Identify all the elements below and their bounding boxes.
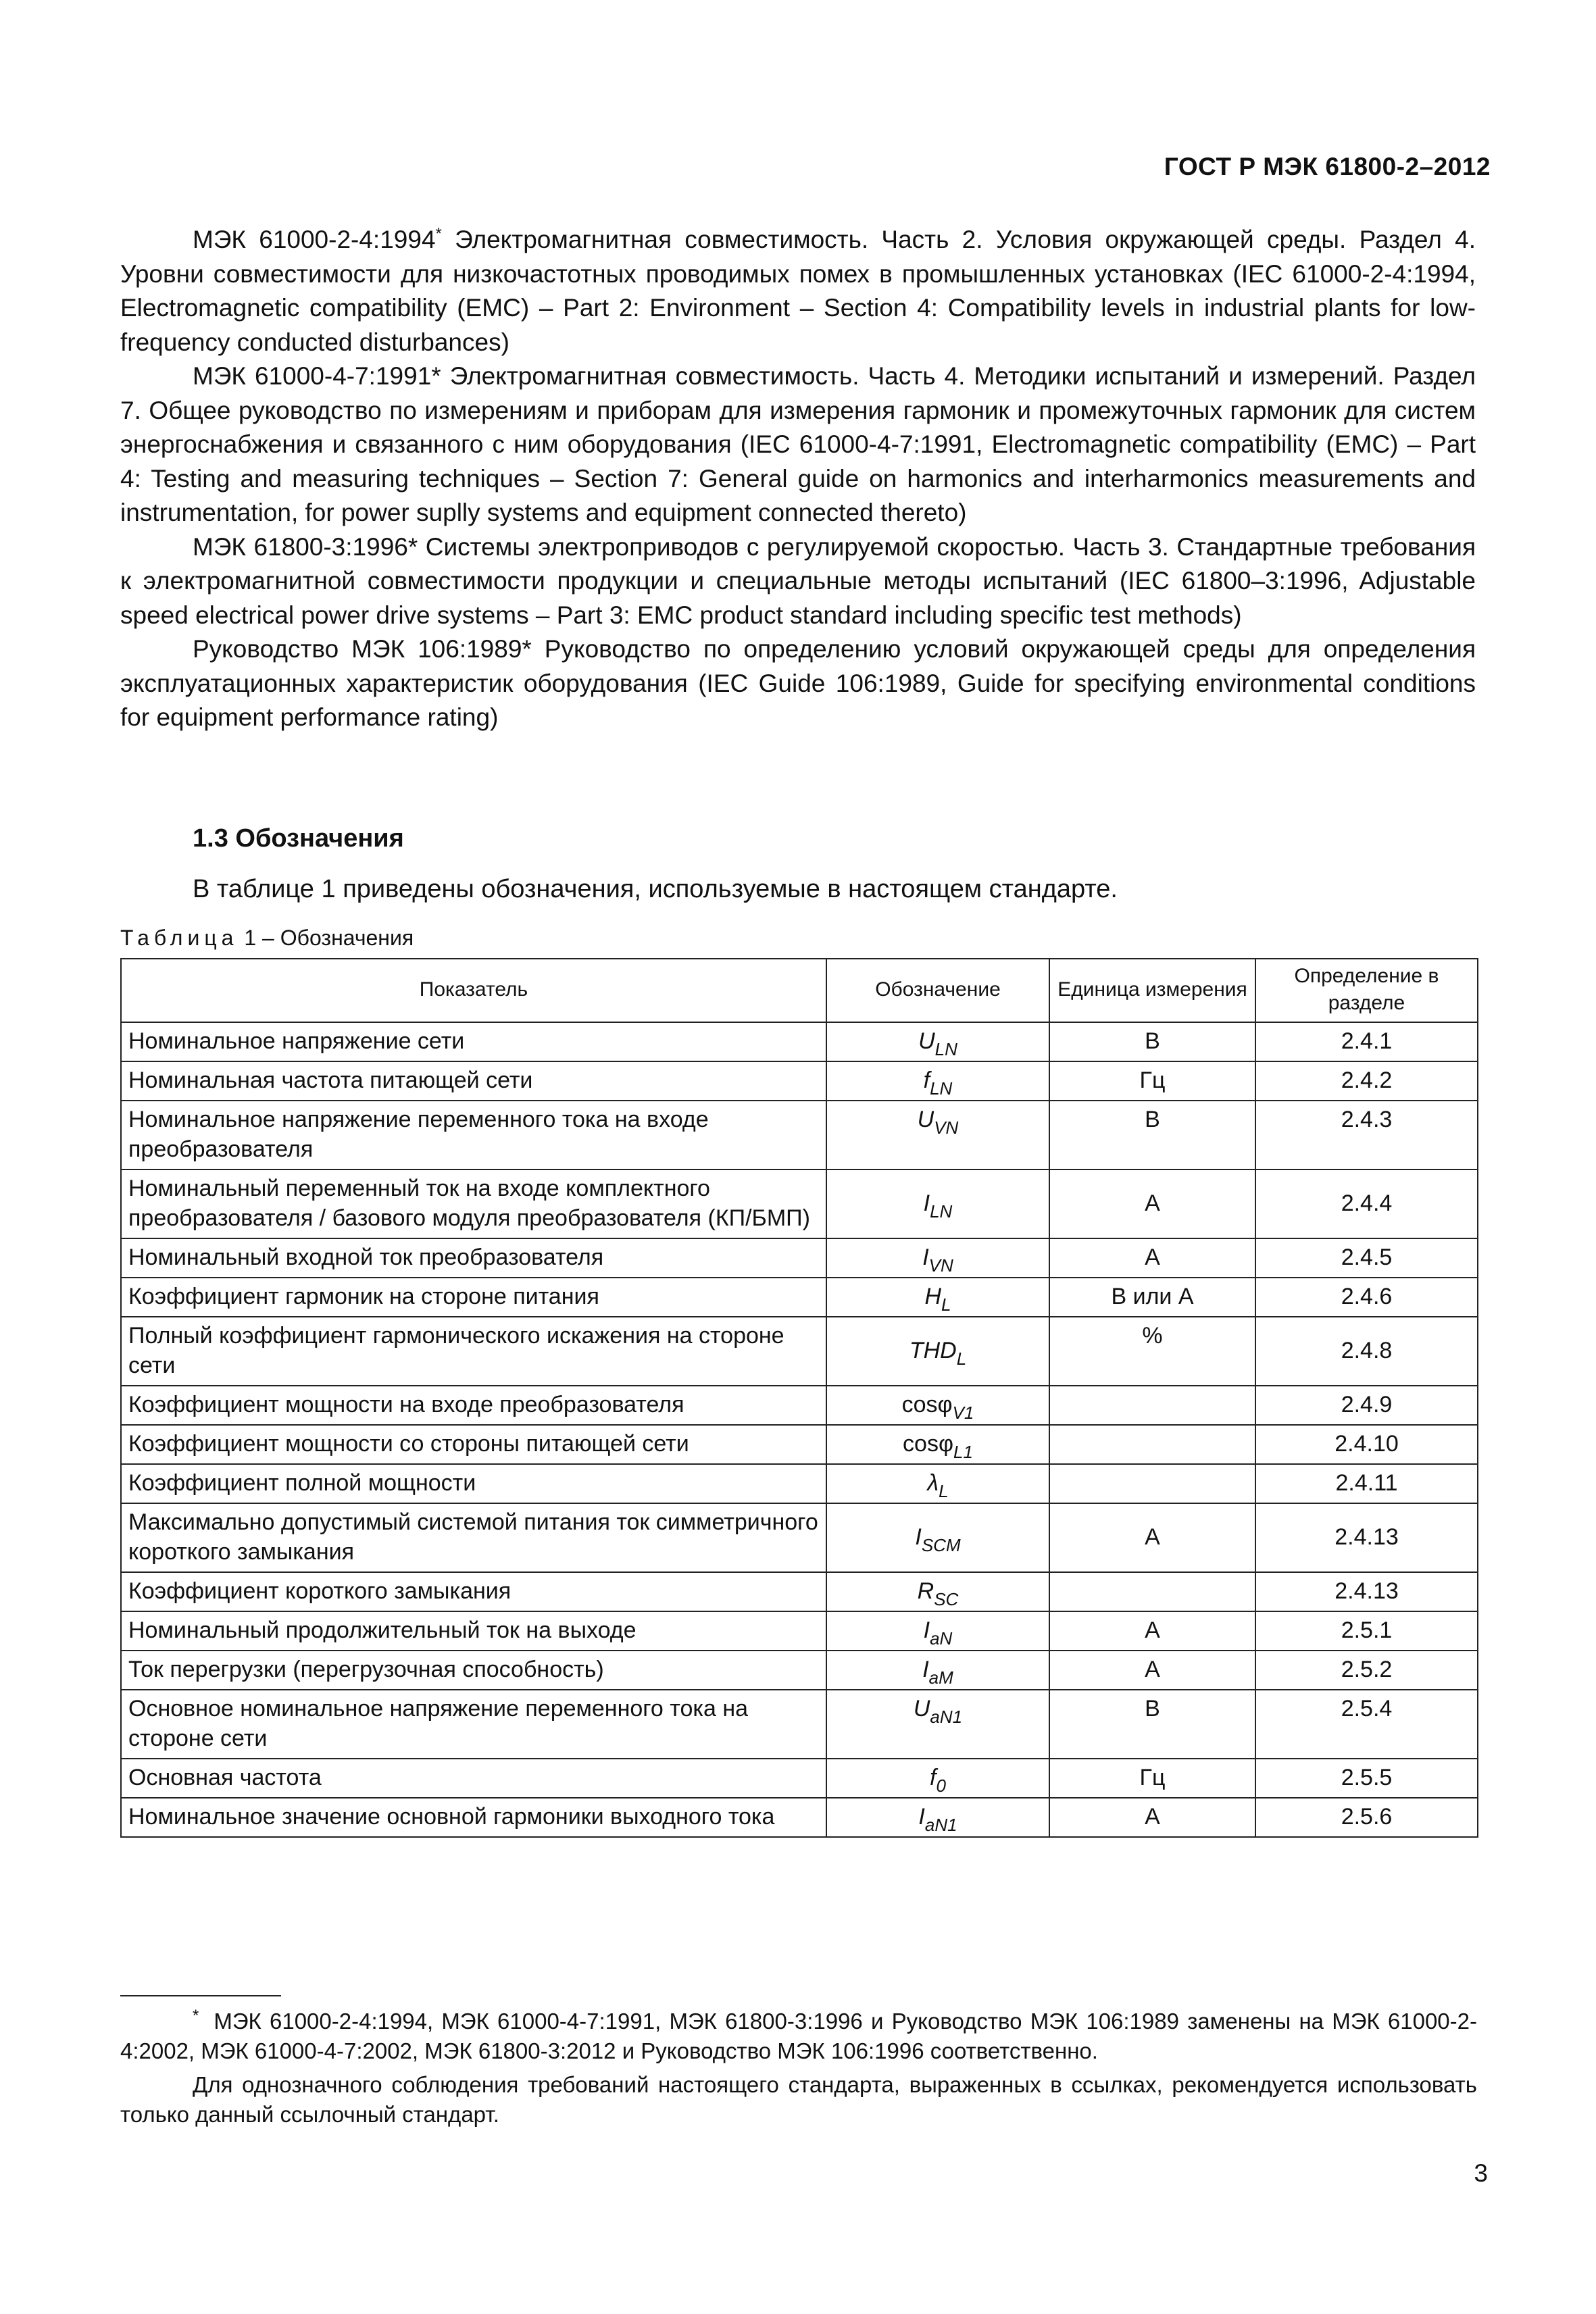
reference-item	[120, 359, 1476, 530]
cell-definition: 2.4.5	[1255, 1238, 1478, 1278]
page-number: 3	[1474, 2159, 1488, 2187]
symbol-subscript: SC	[934, 1589, 959, 1609]
section-intro: В таблице 1 приведены обозначения, используемые в настоящем стандарте.	[193, 875, 1118, 903]
reference-code: МЭК 61800-3:1996*	[193, 532, 418, 561]
symbol-main: U	[913, 1696, 930, 1721]
table-row	[121, 1798, 1478, 1837]
symbol-subscript: aN1	[924, 1815, 957, 1835]
cell-definition: 2.5.2	[1255, 1651, 1478, 1690]
cell-unit: В	[1049, 1101, 1255, 1169]
cell-definition: 2.5.6	[1255, 1798, 1478, 1837]
symbol-subscript: LN	[930, 1078, 953, 1099]
footnote-divider	[120, 1995, 281, 1996]
cell-unit	[1049, 1464, 1255, 1503]
cell-symbol	[826, 1386, 1049, 1425]
cell-indicator: Номинальное напряжение сети	[121, 1022, 826, 1061]
cell-definition: 2.4.2	[1255, 1061, 1478, 1101]
symbol-subscript: 0	[936, 1776, 946, 1796]
table-row	[121, 1690, 1478, 1759]
cell-unit: А	[1049, 1238, 1255, 1278]
symbol-main: cosφ	[901, 1392, 953, 1417]
header-unit: Единица измерения	[1049, 959, 1255, 1022]
symbol-main: f	[930, 1765, 937, 1790]
section-title: 1.3 Обозначения	[193, 824, 404, 853]
cell-definition: 2.4.8	[1255, 1317, 1478, 1386]
table-body	[121, 1022, 1478, 1837]
symbol-subscript: VN	[934, 1117, 959, 1138]
reference-code: Руководство МЭК 106:1989*	[193, 635, 532, 663]
cell-definition: 2.4.3	[1255, 1101, 1478, 1169]
footnote	[120, 2007, 1477, 2066]
cell-unit: %	[1049, 1317, 1255, 1386]
cell-indicator: Номинальное напряжение переменного тока на входе преобразователя	[121, 1101, 826, 1169]
table-row	[121, 1317, 1478, 1386]
table-caption-word: Таблица	[120, 926, 239, 950]
symbol-subscript: VN	[928, 1255, 953, 1276]
reference-text: Электромагнитная совместимость. Часть 4. Методики испытаний и измерений. Раздел 7. Общее руководство по измерениям и приборам для измерения гармоник и промежуточных гармоник для систем энергоснабжения и связанного с ним оборудования (IEC 61000-4-7:1991, Electromagnetic compatibility (EMC) – Part 4: Testing and measuring techniques – Section 7: General guide on harmonics and interharmonics measurements and instrumentation, for power suplly systems and equipment connected thereto)	[120, 362, 1476, 526]
cell-unit: В	[1049, 1022, 1255, 1061]
reference-text: Электромагнитная совместимость. Часть 2. Условия окружающей среды. Раздел 4. Уровни совместимости для низкочастотных проводимых помех в промышленных установках (IEC 61000-2-4:1994, Electromagnetic compatibility (EMC) – Part 2: Environment – Section 4: Compatibility levels in industrial plants for low-frequency conducted disturbances)	[120, 226, 1476, 356]
footnote-text: Для однозначного соблюдения требований настоящего стандарта, выраженных в ссылках, рекомендуется использовать только данный ссылочный стандарт.	[120, 2072, 1477, 2127]
cell-symbol	[826, 1022, 1049, 1061]
cell-indicator: Номинальный входной ток преобразователя	[121, 1238, 826, 1278]
normative-references	[120, 223, 1476, 735]
symbol-main: I	[918, 1804, 925, 1830]
cell-indicator: Полный коэффициент гармонического искажения на стороне сети	[121, 1317, 826, 1386]
reference-item	[120, 530, 1476, 633]
cell-definition: 2.4.6	[1255, 1278, 1478, 1317]
table-row	[121, 1572, 1478, 1611]
document-header: ГОСТ Р МЭК 61800-2–2012	[1164, 153, 1491, 180]
cell-indicator: Номинальный продолжительный ток на выходе	[121, 1611, 826, 1651]
table-row	[121, 1061, 1478, 1101]
symbol-subscript: LN	[930, 1201, 953, 1222]
symbol-subscript: L	[941, 1294, 951, 1315]
header-indicator: Показатель	[121, 959, 826, 1022]
table-row	[121, 1169, 1478, 1238]
cell-symbol	[826, 1572, 1049, 1611]
table-row	[121, 1611, 1478, 1651]
cell-unit	[1049, 1386, 1255, 1425]
symbol-main: I	[923, 1190, 930, 1216]
cell-indicator: Основная частота	[121, 1759, 826, 1798]
symbol-subscript: aN	[930, 1628, 953, 1649]
cell-indicator: Основное номинальное напряжение переменного тока на стороне сети	[121, 1690, 826, 1759]
footnote-text: МЭК 61000-2-4:1994, МЭК 61000-4-7:1991, МЭК 61800-3:1996 и Руководство МЭК 106:1989 заменены на МЭК 61000-2-4:2002, МЭК 61000-4-7:2002, МЭК 61800-3:2012 и Руководство МЭК 106:1996 соответственно.	[120, 2009, 1477, 2063]
reference-text: Руководство по определению условий окружающей среды для определения эксплуатационных характеристик оборудования (IEC Guide 106:1989, Guide for specifying environmental conditions for equipment performance rating)	[120, 635, 1476, 731]
symbol-main: I	[922, 1244, 929, 1270]
reference-item	[120, 223, 1476, 359]
table-row	[121, 1503, 1478, 1572]
cell-unit: А	[1049, 1798, 1255, 1837]
cell-definition: 2.4.10	[1255, 1425, 1478, 1464]
cell-symbol	[826, 1169, 1049, 1238]
cell-unit	[1049, 1425, 1255, 1464]
symbols-table	[120, 958, 1478, 1838]
footnotes	[120, 2007, 1477, 2130]
cell-unit: А	[1049, 1503, 1255, 1572]
cell-indicator: Номинальный переменный ток на входе комплектного преобразователя / базового модуля преобразователя (КП/БМП)	[121, 1169, 826, 1238]
table-row	[121, 1759, 1478, 1798]
cell-indicator: Коэффициент мощности со стороны питающей сети	[121, 1425, 826, 1464]
symbol-main: I	[923, 1617, 930, 1643]
cell-indicator: Номинальная частота питающей сети	[121, 1061, 826, 1101]
cell-indicator: Номинальное значение основной гармоники выходного тока	[121, 1798, 826, 1837]
header-symbol: Обозначение	[826, 959, 1049, 1022]
table-row	[121, 1022, 1478, 1061]
cell-indicator: Максимально допустимый системой питания ток симметричного короткого замыкания	[121, 1503, 826, 1572]
cell-symbol	[826, 1425, 1049, 1464]
cell-symbol	[826, 1759, 1049, 1798]
cell-symbol	[826, 1317, 1049, 1386]
symbol-main: I	[915, 1524, 922, 1550]
cell-symbol	[826, 1651, 1049, 1690]
footnote-star: *	[193, 2007, 199, 2025]
table-caption	[120, 926, 414, 951]
cell-unit: Гц	[1049, 1759, 1255, 1798]
symbol-main: λ	[927, 1470, 939, 1496]
cell-symbol	[826, 1278, 1049, 1317]
cell-definition: 2.5.4	[1255, 1690, 1478, 1759]
cell-unit: В или А	[1049, 1278, 1255, 1317]
cell-indicator: Коэффициент короткого замыкания	[121, 1572, 826, 1611]
table-row	[121, 1278, 1478, 1317]
cell-definition: 2.4.1	[1255, 1022, 1478, 1061]
cell-symbol	[826, 1061, 1049, 1101]
reference-star: *	[435, 224, 442, 243]
symbol-main: U	[918, 1028, 935, 1054]
table-caption-rest: 1 – Обозначения	[238, 926, 414, 950]
cell-indicator: Ток перегрузки (перегрузочная способность)	[121, 1651, 826, 1690]
cell-definition: 2.4.13	[1255, 1572, 1478, 1611]
cell-definition: 2.4.4	[1255, 1169, 1478, 1238]
symbol-subscript: aM	[928, 1667, 953, 1688]
table-row	[121, 1238, 1478, 1278]
cell-symbol	[826, 1611, 1049, 1651]
symbol-subscript: SCM	[921, 1535, 961, 1555]
reference-code: МЭК 61000-2-4:1994	[193, 226, 436, 253]
cell-symbol	[826, 1690, 1049, 1759]
table-row	[121, 1101, 1478, 1169]
symbol-subscript: LN	[934, 1039, 957, 1059]
cell-definition: 2.5.5	[1255, 1759, 1478, 1798]
reference-text: Системы электроприводов с регулируемой скоростью. Часть 3. Стандартные требования к электромагнитной совместимости продукции и специальные методы испытаний (IEC 61800–3:1996, Adjustable speed electrical power drive systems – Part 3: EMC product standard including specific test methods)	[120, 532, 1476, 629]
table-row	[121, 1386, 1478, 1425]
reference-item	[120, 632, 1476, 735]
cell-unit: Гц	[1049, 1061, 1255, 1101]
cell-unit: А	[1049, 1611, 1255, 1651]
cell-indicator: Коэффициент мощности на входе преобразователя	[121, 1386, 826, 1425]
symbol-main: f	[923, 1067, 930, 1093]
cell-unit: А	[1049, 1169, 1255, 1238]
table-row	[121, 1425, 1478, 1464]
cell-indicator: Коэффициент полной мощности	[121, 1464, 826, 1503]
symbol-main: THD	[909, 1338, 957, 1363]
table-row	[121, 1651, 1478, 1690]
header-definition: Определение в разделе	[1255, 959, 1478, 1022]
reference-code: МЭК 61000-4-7:1991*	[193, 362, 441, 390]
cell-symbol	[826, 1101, 1049, 1169]
cell-symbol	[826, 1238, 1049, 1278]
cell-unit: В	[1049, 1690, 1255, 1759]
footnote	[120, 2070, 1477, 2130]
cell-unit	[1049, 1572, 1255, 1611]
symbol-main: R	[917, 1578, 934, 1604]
symbol-subscript: L	[939, 1481, 949, 1501]
symbol-subscript: L	[956, 1349, 967, 1369]
cell-definition: 2.5.1	[1255, 1611, 1478, 1651]
symbol-main: cosφ	[903, 1431, 954, 1457]
cell-indicator: Коэффициент гармоник на стороне питания	[121, 1278, 826, 1317]
table-header-row	[121, 959, 1478, 1022]
symbol-subscript: aN1	[930, 1707, 963, 1727]
cell-definition: 2.4.11	[1255, 1464, 1478, 1503]
cell-unit: А	[1049, 1651, 1255, 1690]
cell-symbol	[826, 1464, 1049, 1503]
cell-symbol	[826, 1798, 1049, 1837]
table-row	[121, 1464, 1478, 1503]
symbol-subscript: L1	[953, 1442, 973, 1462]
symbol-main: U	[917, 1107, 934, 1132]
symbol-main: I	[922, 1657, 929, 1682]
cell-symbol	[826, 1503, 1049, 1572]
symbol-subscript: V1	[952, 1403, 974, 1423]
symbol-main: H	[924, 1284, 942, 1309]
cell-definition: 2.4.9	[1255, 1386, 1478, 1425]
cell-definition: 2.4.13	[1255, 1503, 1478, 1572]
